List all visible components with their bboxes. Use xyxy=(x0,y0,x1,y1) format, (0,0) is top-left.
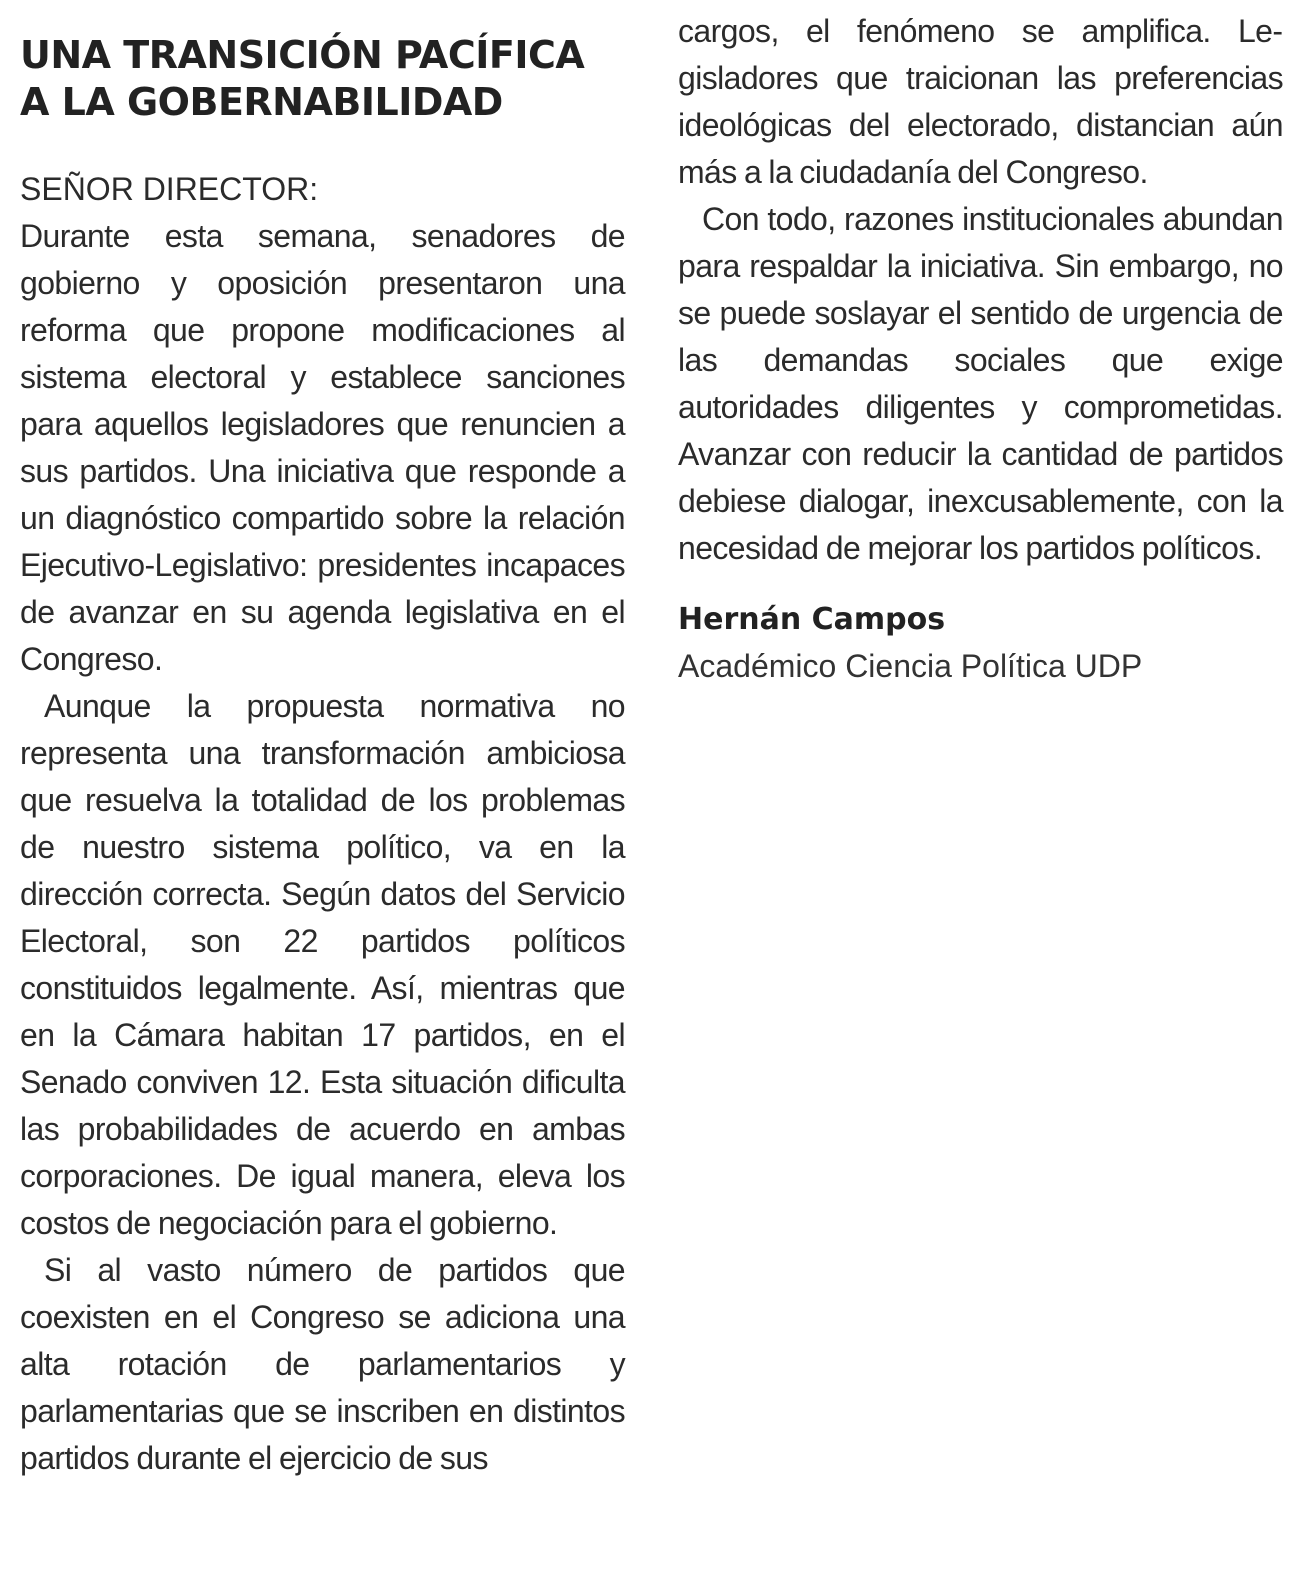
body-paragraph-1: Durante esta semana, senadores de gobierno y oposición presentaron una reforma que propone modificaciones al sistema electoral y establece sanciones para aquellos legisladores que renuncien a sus partidos. Una iniciativa que responde a un diagnóstico compartido sobre la relación Ejecutivo-Legislativo: presidentes incapaces de avanzar en su agenda legislativa en el Congreso. xyxy=(20,218,625,677)
author-name: Hernán Campos xyxy=(678,602,946,637)
author-role: Académico Ciencia Política UDP xyxy=(678,648,1143,684)
right-column xyxy=(678,0,1283,690)
headline: UNA TRANSICIÓN PACÍFICA A LA GOBERNABILIDAD xyxy=(20,33,585,124)
body-paragraph-5: Con todo, razones institucionales abundan para respaldar la iniciativa. Sin embargo, no se puede soslayar el sentido de urgencia de las demandas sociales que exige autoridades diligentes y comprometidas. Avanzar con reducir la cantidad de partidos debiese dialogar, inexcusablemente, con la necesidad de mejorar los partidos políticos. xyxy=(678,201,1283,566)
salutation: SEÑOR DIRECTOR: xyxy=(20,171,319,207)
signature xyxy=(678,596,1283,690)
body-paragraph-3: Si al vasto número de partidos que coexisten en el Congreso se adiciona una alta rotación de parlamentarios y parlamentarias que se inscriben en distintos partidos durante el ejercicio de sus xyxy=(20,1252,625,1476)
left-column xyxy=(20,0,625,1482)
body-paragraph-2: Aunque la propuesta normativa no representa una transformación ambiciosa que resuelva la totalidad de los problemas de nuestro sistema político, va en la dirección correcta. Según datos del Servicio Electoral, son 22 partidos políticos constituidos legalmente. Así, mientras que en la Cámara habitan 17 partidos, en el Senado conviven 12. Esta situación dificulta las probabilidades de acuerdo en ambas corporaciones. De igual manera, eleva los costos de negociación para el gobierno. xyxy=(20,688,625,1241)
body-paragraph-4: cargos, el fenómeno se amplifica. Legisladores que traicionan las preferencias ideológicas del electorado, distancian aún más a la ciudadanía del Congreso. xyxy=(678,13,1283,190)
